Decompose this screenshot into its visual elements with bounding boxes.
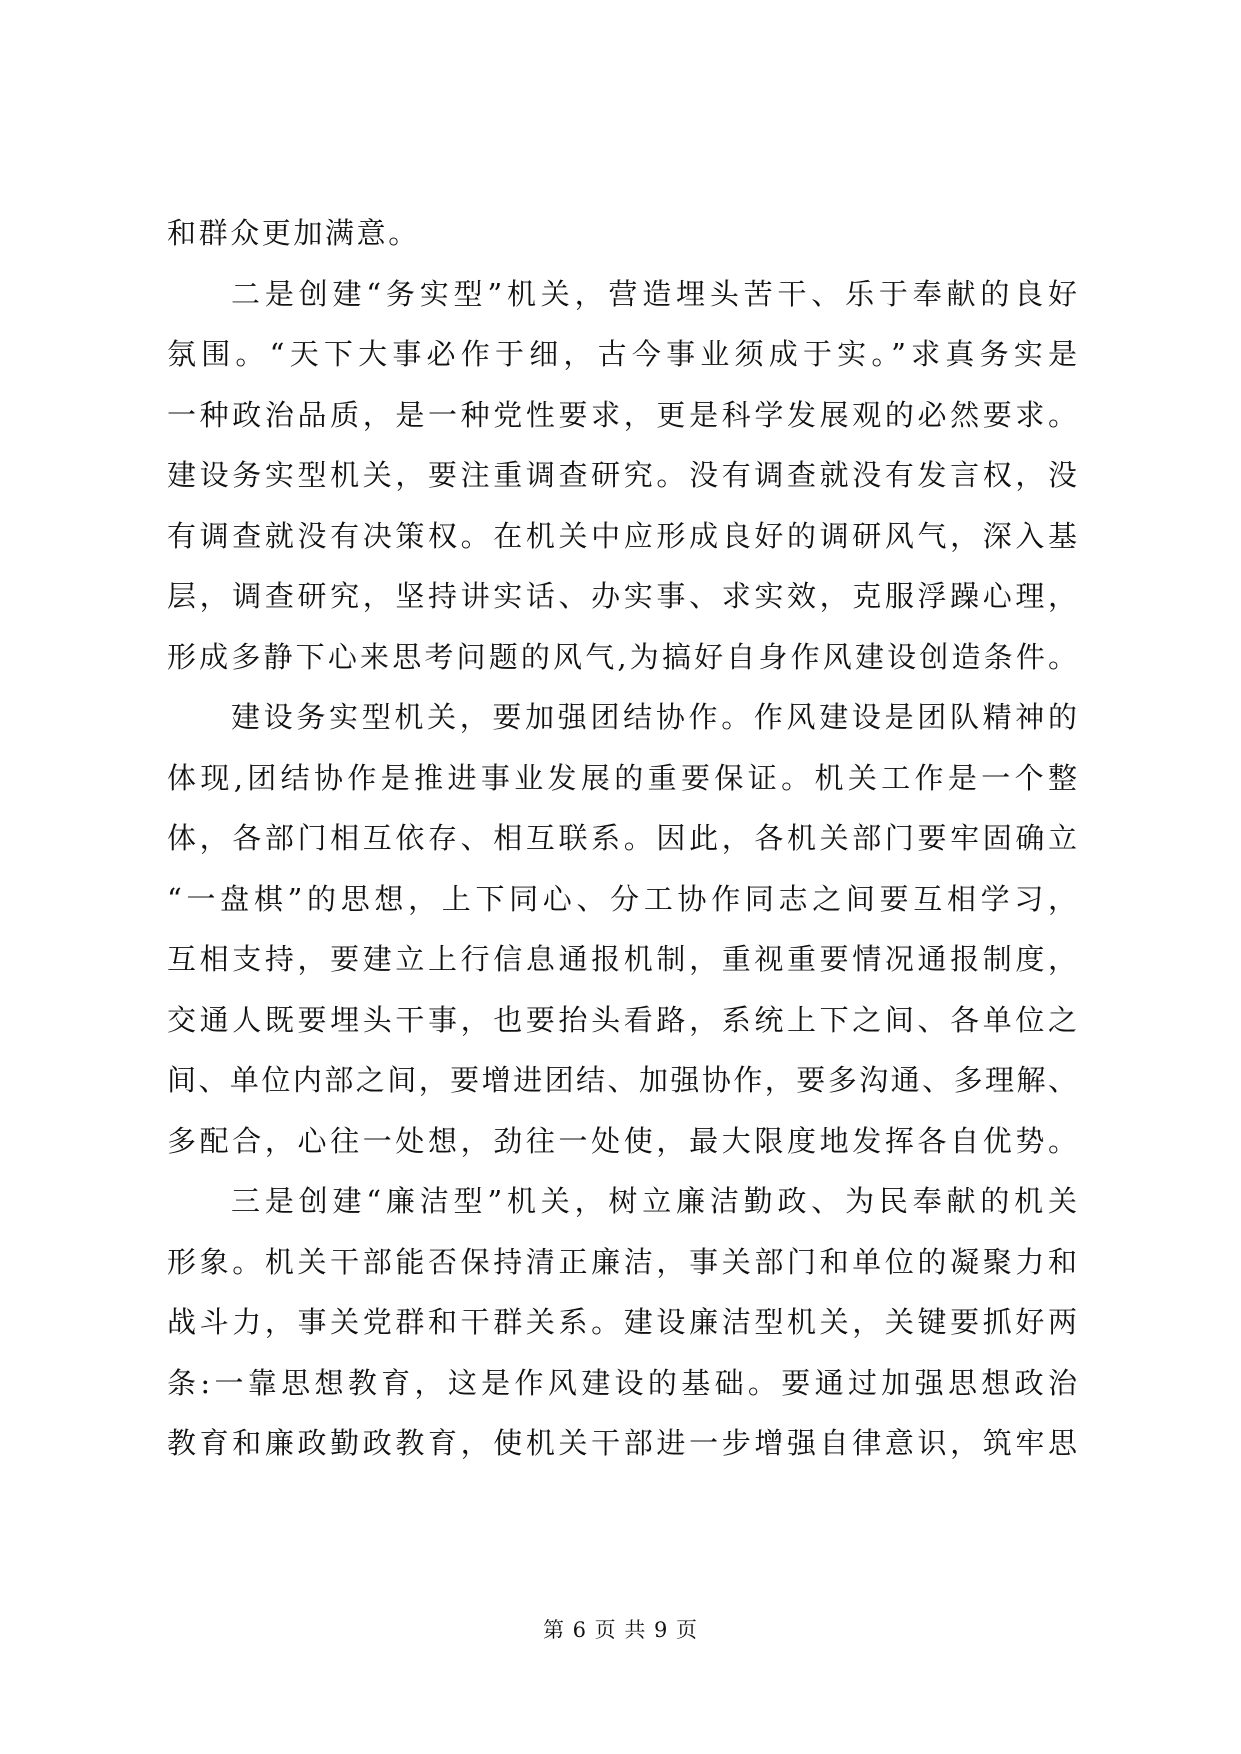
document-body xyxy=(167,203,1077,1474)
text-line: 二是创建“务实型”机关，营造埋头苦干、乐于奉献的良好 xyxy=(231,276,1077,311)
text-line: 氛围。“天下大事必作于细，古今事业须成于实。”求真务实是 xyxy=(167,337,1077,371)
text-line: 体，各部门相互依存、相互联系。因此，各机关部门要牢固确立 xyxy=(167,821,1077,855)
text-line: 三是创建“廉洁型”机关，树立廉洁勤政、为民奉献的机关 xyxy=(231,1184,1077,1218)
text-line: 间、单位内部之间，要增进团结、加强协作，要多沟通、多理解、 xyxy=(167,1063,1077,1097)
text-line: 互相支持，要建立上行信息通报机制，重视重要情况通报制度， xyxy=(167,942,1077,976)
text-line: 教育和廉政勤政教育，使机关干部进一步增强自律意识，筑牢思 xyxy=(167,1426,1077,1460)
text-line: “一盘棋”的思想，上下同心、分工协作同志之间要互相学习， xyxy=(167,881,1077,916)
text-line: 体现,团结协作是推进事业发展的重要保证。机关工作是一个整 xyxy=(167,760,1077,795)
text-line: 多配合，心往一处想，劲往一处使，最大限度地发挥各自优势。 xyxy=(167,1123,1077,1158)
text-line: 有调查就没有决策权。在机关中应形成良好的调研风气，深入基 xyxy=(167,518,1077,553)
text-line: 层，调查研究，坚持讲实话、办实事、求实效，克服浮躁心理， xyxy=(167,579,1077,613)
text-line: 形象。机关干部能否保持清正廉洁，事关部门和单位的凝聚力和 xyxy=(167,1244,1077,1279)
text-line: 建设务实型机关，要注重调查研究。没有调查就没有发言权，没 xyxy=(167,458,1077,492)
text-line: 形成多静下心来思考问题的风气,为搞好自身作风建设创造条件。 xyxy=(167,639,1077,674)
text-line: 建设务实型机关，要加强团结协作。作风建设是团队精神的 xyxy=(231,700,1077,734)
text-line: 和群众更加满意。 xyxy=(167,216,420,250)
text-line: 交通人既要埋头干事，也要抬头看路，系统上下之间、各单位之 xyxy=(167,1002,1077,1037)
text-line: 一种政治品质，是一种党性要求，更是科学发展观的必然要求。 xyxy=(167,397,1077,432)
text-line: 条:一靠思想教育，这是作风建设的基础。要通过加强思想政治 xyxy=(167,1365,1077,1400)
text-line: 战斗力，事关党群和干群关系。建设廉洁型机关，关键要抓好两 xyxy=(167,1305,1077,1339)
page-footer: 第 6 页 共 9 页 xyxy=(542,1618,699,1642)
